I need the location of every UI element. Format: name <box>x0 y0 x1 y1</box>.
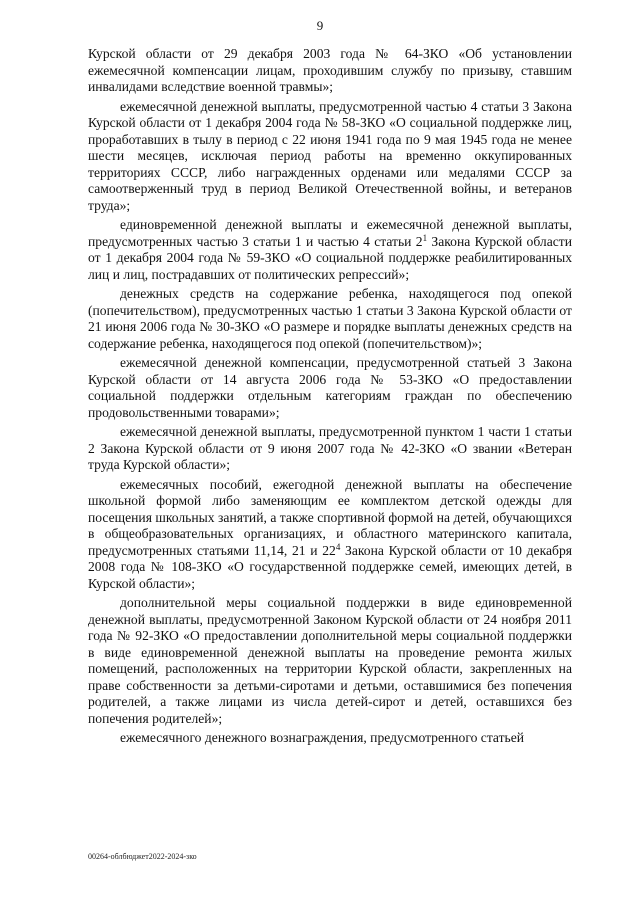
paragraph: денежных средств на содержание ребенка, находящегося под опекой (попечительством), предусмотренных частью 1 статьи 3 Закона Курской области от 21 июня 2006 года № 30-ЗКО «О размере и порядке выплаты денежных средств на содержание ребенка, находящегося под опекой (попечительством)»; <box>88 286 572 351</box>
paragraph <box>88 217 572 283</box>
paragraph: дополнительной меры социальной поддержки в виде единовременной денежной выплаты, предусмотренной Законом Курской области от 24 ноября 2011 года № 92-ЗКО «О предоставлении дополнительной меры социальной поддержки в виде единовременной денежной выплаты на проведение ремонта жилых помещений, расположенных на территории Курской области, закрепленных на праве собственности за детьми-сиротами и детьми, оставшимися без попечения родителей, а также лицами из числа детей-сирот и детей, оставшихся без попечения родителей»; <box>88 595 572 726</box>
superscript: 1 <box>422 232 428 243</box>
paragraph: ежемесячной денежной компенсации, предусмотренной статьей 3 Закона Курской области от 14 августа 2006 года № 53-ЗКО «О предоставлении социальной поддержки отдельным категориям граждан по обеспечению продовольственными товарами»; <box>88 355 572 420</box>
paragraph <box>88 477 572 593</box>
superscript: 4 <box>335 541 341 552</box>
paragraph: Курской области от 29 декабря 2003 года № 64-ЗКО «Об установлении ежемесячной компенсации лицам, проходившим службу по призыву, ставшим инвалидами вследствие военной травмы»; <box>88 46 572 94</box>
paragraph: ежемесячной денежной выплаты, предусмотренной пунктом 1 части 1 статьи 2 Закона Курской области от 9 июня 2007 года № 42-ЗКО «О звании «Ветеран труда Курской области»; <box>88 424 572 472</box>
footer-file-code: 00264-облбюджет2022-2024-зко <box>88 852 197 861</box>
paragraph-text: ежемесячных пособий, ежегодной денежной выплаты на обеспечение школьной формой либо заменяющим ее комплектом детской одежды для посещения школьных занятий, а также спортивной формой на детей, обучающихся в общеобразовательных организациях, и областного материнского капитала, предусмотренных статьями 11,14, 21 и 22 <box>88 476 572 558</box>
page-number: 9 <box>316 18 324 33</box>
document-body <box>88 46 572 750</box>
paragraph: ежемесячной денежной выплаты, предусмотренной частью 4 статьи 3 Закона Курской области от 1 декабря 2004 года № 58-ЗКО «О социальной поддержке лиц, проработавших в тылу в период с 22 июня 1941 года по 9 мая 1945 года не менее шести месяцев, исключая период работы на временно оккупированных территориях СССР, либо награжденных орденами или медалями СССР за самоотверженный труд в период Великой Отечественной войны, и ветеранов труда»; <box>88 98 572 213</box>
paragraph-text: Закона Курской области от 10 декабря 2008 года № 108-ЗКО «О государственной поддержке семей, имеющих детей, в Курской области»; <box>88 542 572 591</box>
paragraph-text: Закона Курской области от 1 декабря 2004 года № 59-ЗКО «О социальной поддержке реабилитированных лиц и лиц, пострадавших от политических репрессий»; <box>88 233 572 282</box>
paragraph-text: единовременной денежной выплаты и ежемесячной денежной выплаты, предусмотренных частью 3 статьи 1 и частью 4 статьи 2 <box>88 217 572 249</box>
paragraph: ежемесячного денежного вознаграждения, предусмотренного статьей <box>120 730 525 745</box>
